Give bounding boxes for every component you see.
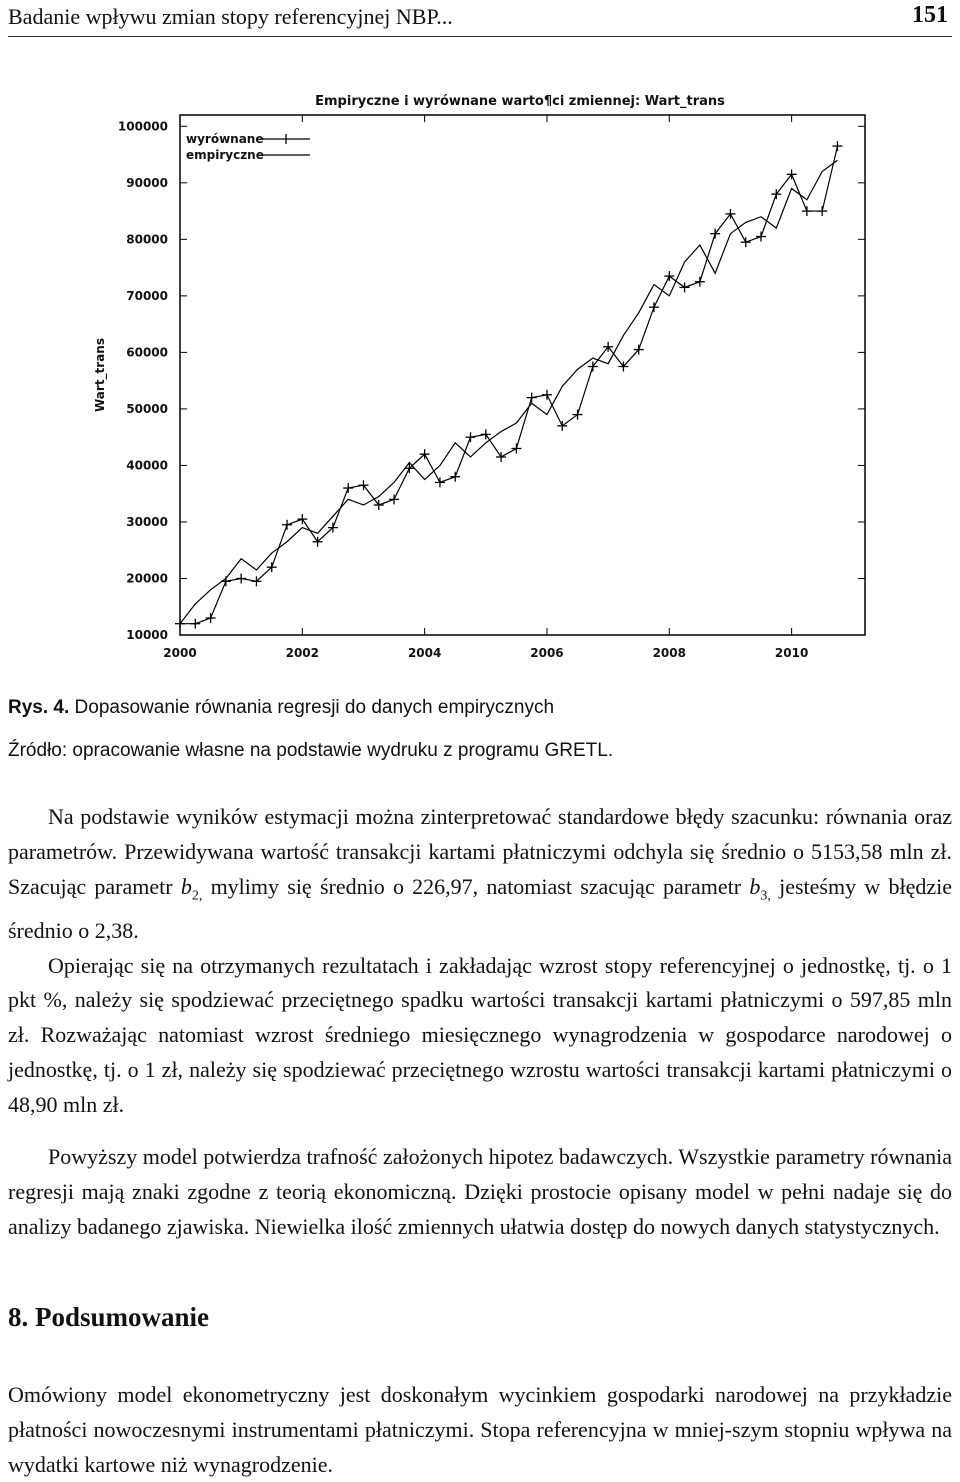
data-point [389, 494, 399, 504]
paragraph-1-text [8, 800, 952, 949]
data-point [282, 520, 292, 530]
plot-frame [180, 115, 865, 635]
paragraph-2 [8, 1140, 952, 1244]
x-tick-label: 2004 [407, 646, 442, 660]
subscript: 3, [760, 887, 771, 903]
data-point [481, 429, 491, 439]
y-axis [118, 119, 865, 642]
data-point [817, 206, 827, 216]
data-point [802, 206, 812, 216]
x-tick-label: 2006 [530, 646, 564, 660]
data-point [374, 500, 384, 510]
data-point [649, 302, 659, 312]
y-tick-label: 90000 [126, 175, 168, 190]
y-tick-label: 10000 [126, 628, 168, 642]
y-tick-label: 80000 [126, 232, 168, 247]
paragraph-2-text: Powyższy model potwierdza trafność założonych hipotez badawczych. Wszystkie parametry równania regresji mają znaki zgodne z teorią ekonomiczną. Dzięki prostocie opisany model w pełni nadaje się do analizy badanego zjawiska. Niewielka ilość zmiennych ułatwia dostęp do nowych danych statystycznych. [8, 1144, 952, 1239]
figure-source: Źródło: opracowanie własne na podstawie wydruku z programu GRETL. [8, 740, 614, 761]
data-point [236, 573, 246, 583]
data-point [680, 282, 690, 292]
y-tick-label: 50000 [126, 401, 168, 416]
y-tick-label: 100000 [117, 119, 168, 134]
section-heading: 8. Podsumowanie [8, 1302, 210, 1332]
x-tick-label: 2010 [774, 646, 809, 660]
figure-chart [80, 80, 880, 670]
data-point [206, 613, 216, 623]
data-point [527, 393, 537, 403]
data-point [358, 480, 368, 490]
legend-label: empiryczne [186, 148, 264, 162]
caption-text: Dopasowanie równania regresji do danych empirycznych [69, 697, 555, 718]
paragraph-1b-text: Opierając się na otrzymanych rezultatach i zakładając wzrost stopy referencyjnej o jednostkę, tj. o 1 pkt %, należy się spodziewać przeciętnego spadku wartości transakcji kartami płatniczymi o 597,85 mln zł. Rozważając natomiast wzrost średniego miesięcznego wynagrodzenia w gospodarce narodowej o jednostkę, tj. o 1 zł, należy się spodziewać przeciętnego wzrostu wartości transakcji kartami płatniczymi o 48,90 mln zł. [8, 952, 952, 1117]
legend-label: wyrównane [186, 132, 264, 146]
data-point [756, 232, 766, 242]
text-run: jesteśmy w błędzie średnio o 2,38. [8, 873, 952, 943]
data-point [664, 271, 674, 281]
data-point [297, 514, 307, 524]
caption-label: Rys. 4. [8, 697, 70, 718]
x-tick-label: 2008 [652, 646, 686, 660]
data-point [466, 432, 476, 442]
data-point [832, 141, 842, 151]
running-title: Badanie wpływu zmian stopy referencyjnej NBP... [8, 4, 453, 29]
y-tick-label: 20000 [126, 571, 168, 586]
data-point [450, 472, 460, 482]
data-point [190, 619, 200, 629]
page-number: 151 [912, 2, 948, 28]
y-tick-label: 30000 [126, 514, 168, 529]
y-tick-label: 70000 [126, 288, 168, 303]
data-point [741, 237, 751, 247]
data-point [695, 277, 705, 287]
data-point [496, 452, 506, 462]
series-layer [175, 141, 842, 629]
figure-caption [8, 697, 554, 719]
legend [186, 132, 310, 162]
data-point [787, 169, 797, 179]
data-point [710, 229, 720, 239]
chart-title: Empiryczne i wyrównane warto¶ci zmiennej: Wart_trans [315, 94, 725, 109]
text-run: mylimy się średnio o 226,97, natomiast szacując parametr [202, 873, 750, 899]
symbol-b: b [180, 873, 192, 899]
x-tick-label: 2002 [285, 646, 320, 660]
paragraph-1 [8, 800, 952, 1123]
text-run: Na podstawie wyników estymacji można zinterpretować standardowe błędy szacunku: równania oraz parametrów. Przewidywana wartość transakcji kartami płatniczymi odchyla się średnio o 5153,58 mln zł. Szacując parametr [8, 804, 952, 899]
data-point [588, 362, 598, 372]
y-axis-label: Wart_trans [93, 338, 107, 412]
series-line-fitted [180, 146, 837, 624]
line-chart [80, 80, 880, 670]
data-point [603, 342, 613, 352]
paragraph-3-text: Omówiony model ekonometryczny jest doskonałym wycinkiem gospodarki narodowej na przykładzie płatności nowoczesnymi instrumentami płatniczymi. Stopa referencyjna w mniej-szym stopniu wpływa na wydatki kartowe niż wynagrodzenie. [8, 1382, 952, 1477]
y-tick-label: 40000 [126, 458, 168, 473]
data-point [542, 390, 552, 400]
paragraph-3 [8, 1378, 952, 1482]
data-point [557, 421, 567, 431]
data-point [573, 410, 583, 420]
data-point [435, 477, 445, 487]
data-point [725, 209, 735, 219]
data-point [771, 189, 781, 199]
data-point [511, 443, 521, 453]
data-point [343, 483, 353, 493]
y-tick-label: 60000 [126, 345, 168, 360]
symbol-b: b [749, 873, 761, 899]
subscript: 2, [191, 887, 203, 903]
x-tick-label: 2000 [163, 646, 197, 660]
running-header [8, 0, 952, 37]
